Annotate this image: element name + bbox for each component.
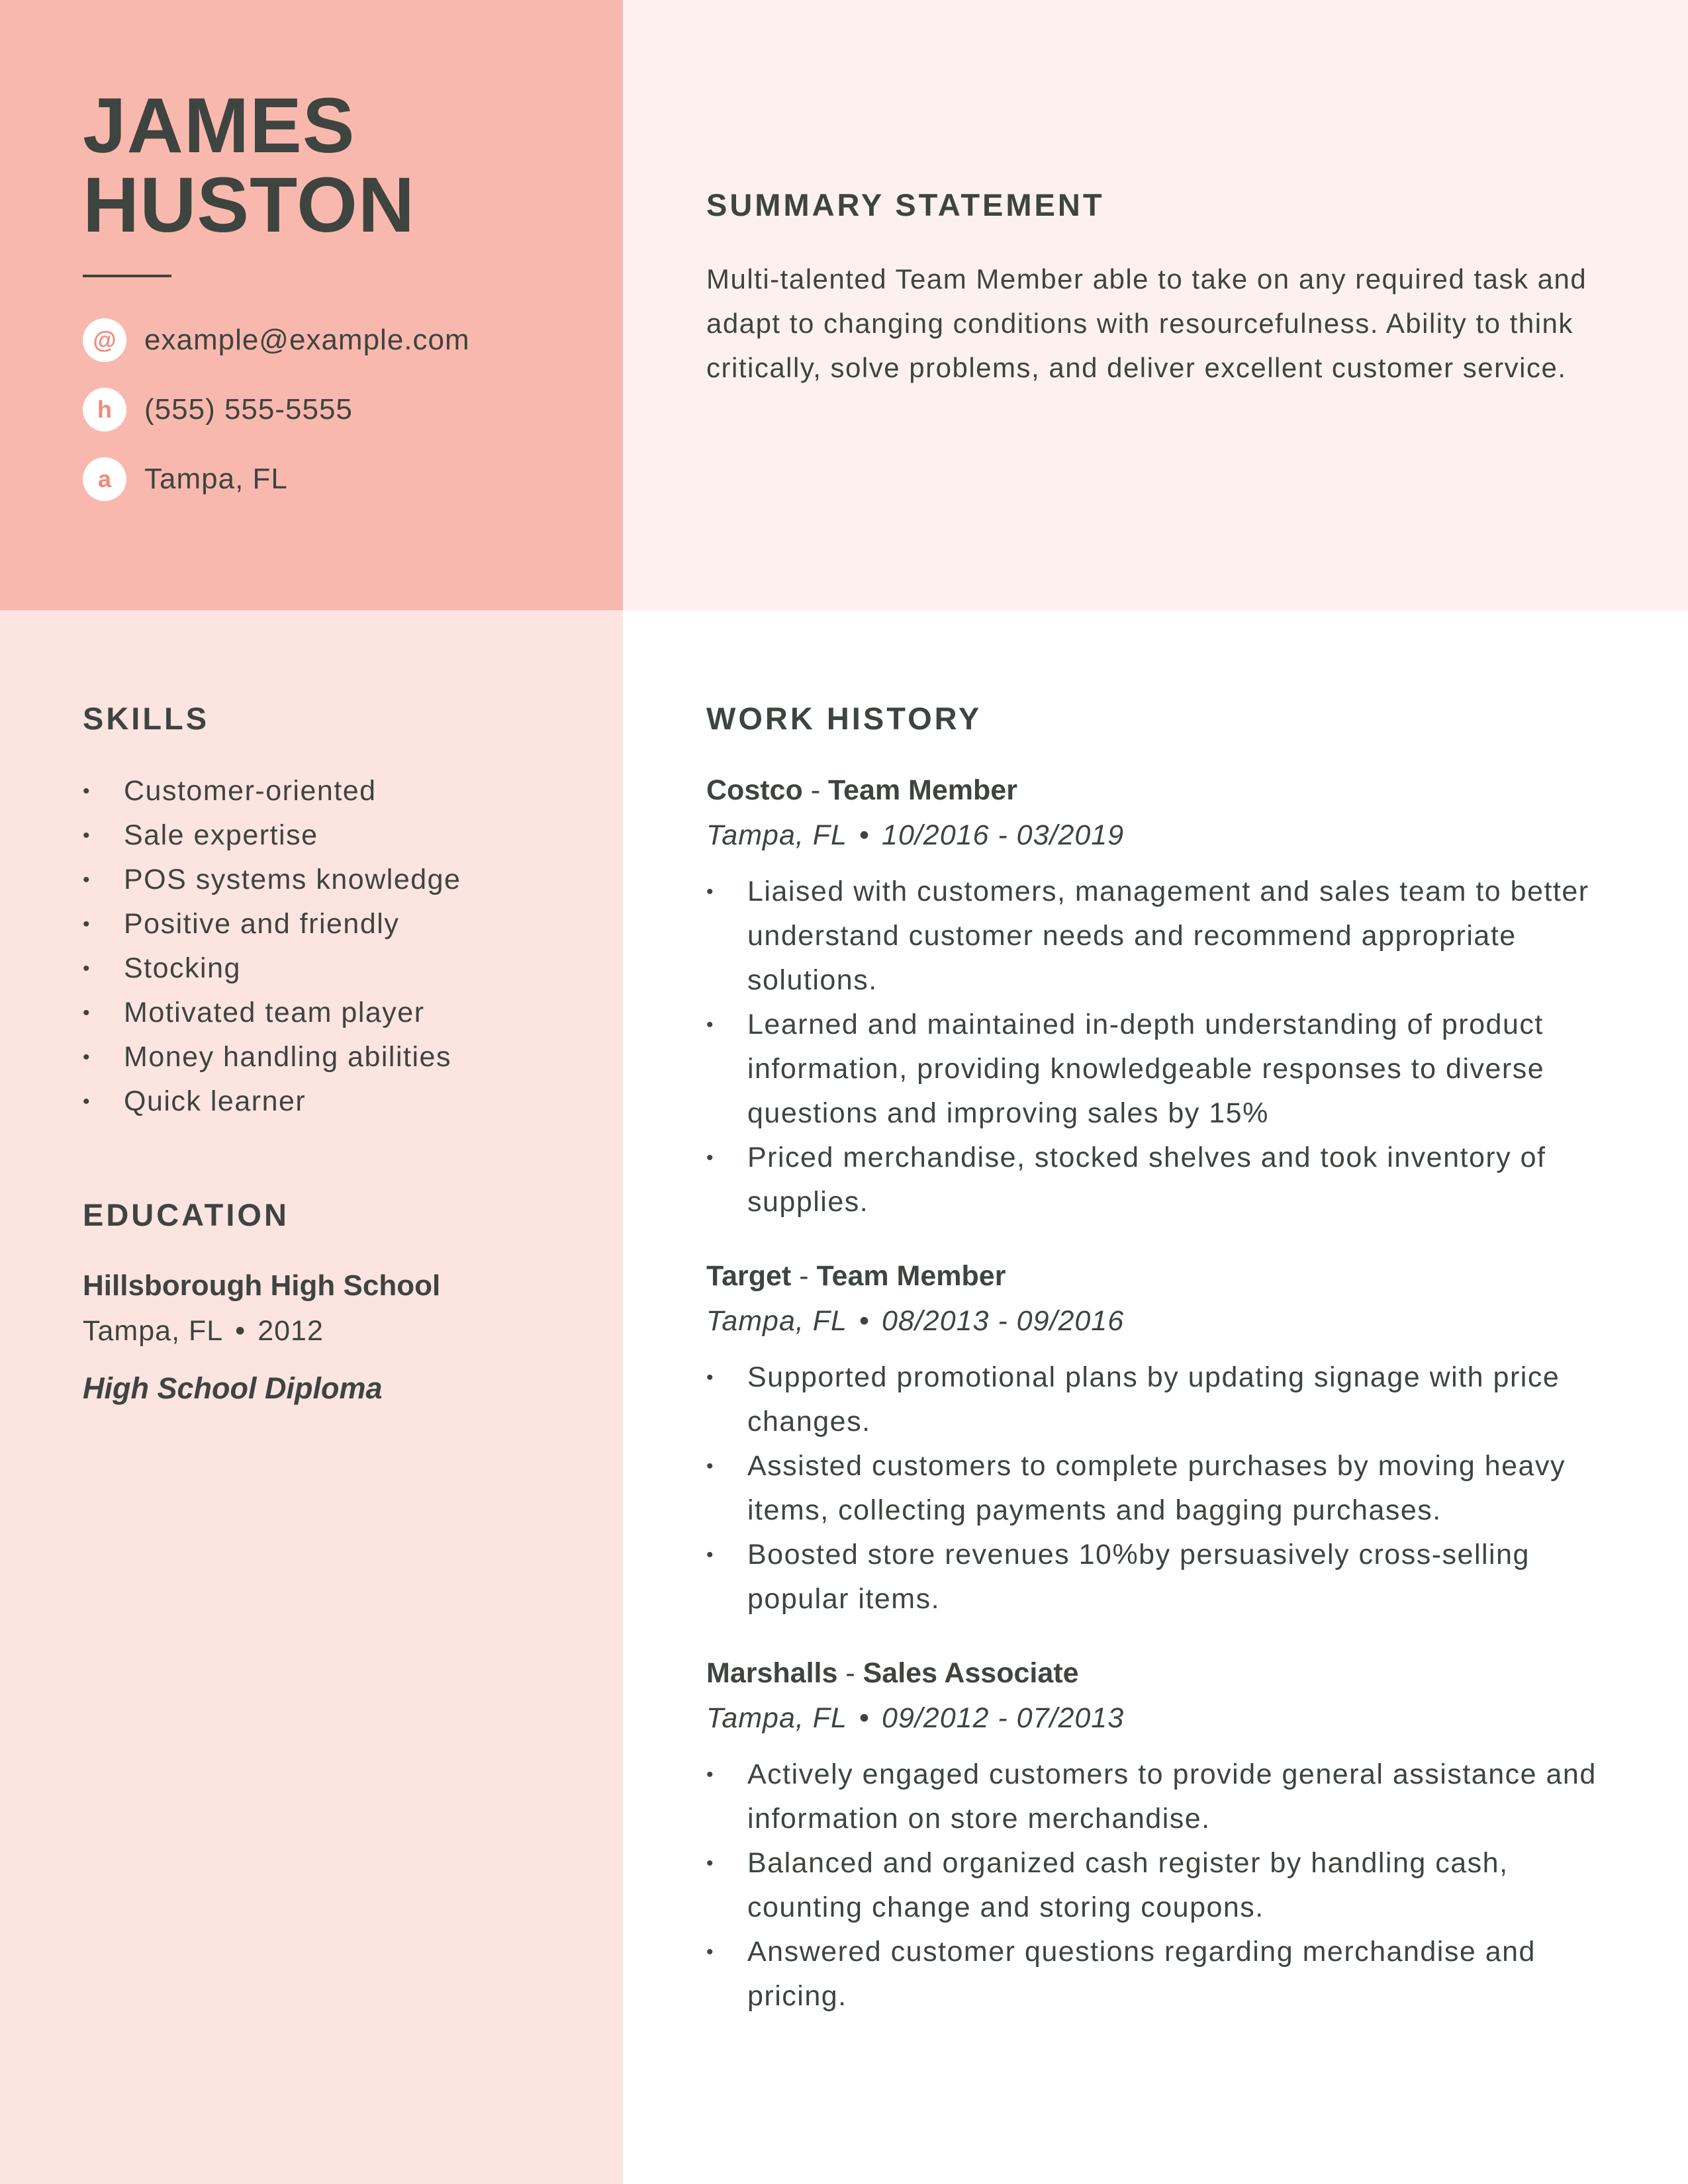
bullet: •: [706, 1941, 715, 1963]
name-divider: [83, 275, 171, 277]
job-company: Costco: [706, 774, 803, 806]
work-title: WORK HISTORY: [706, 701, 982, 736]
bullet: •: [83, 869, 91, 891]
bullet: •: [706, 1014, 715, 1036]
bullet: •: [83, 958, 91, 979]
bullet: •: [706, 1544, 715, 1566]
education-title: EDUCATION: [83, 1197, 289, 1232]
job-meta: [706, 1700, 1633, 1737]
skill-item: • Positive and friendly: [83, 902, 606, 946]
job-company: Marshalls: [706, 1657, 838, 1689]
job-bullets: [706, 870, 1620, 1224]
job-bullet: • Balanced and organized cash register by handling cash, counting change and storing coupons.: [706, 1841, 1620, 1930]
bullet: •: [706, 1367, 715, 1388]
candidate-name: [83, 82, 416, 249]
phone-text[interactable]: (555) 555-5555: [144, 393, 353, 426]
job-location: Tampa, FL: [706, 1702, 847, 1734]
job-header: [706, 1655, 1633, 1692]
separator-dot: •: [235, 1315, 246, 1347]
bullet: •: [706, 1147, 715, 1169]
phone-icon: h: [83, 388, 126, 432]
job-dash: -: [810, 774, 821, 806]
job-dates: 08/2013 - 09/2016: [882, 1305, 1125, 1337]
job-meta: [706, 817, 1633, 854]
bullet: •: [83, 913, 91, 935]
job-dates: 09/2012 - 07/2013: [882, 1702, 1125, 1734]
job-bullets: [706, 1355, 1620, 1621]
job-dash: -: [799, 1260, 809, 1292]
bullet: •: [706, 881, 715, 903]
job-dates: 10/2016 - 03/2019: [882, 819, 1125, 851]
job-location: Tampa, FL: [706, 1305, 847, 1337]
skill-item: • Money handling abilities: [83, 1035, 606, 1079]
bullet: •: [83, 1046, 91, 1068]
bullet: •: [83, 1091, 91, 1113]
separator-dot: •: [859, 1702, 870, 1734]
job-location: Tampa, FL: [706, 819, 847, 851]
skill-item: • Motivated team player: [83, 991, 606, 1035]
job-meta: [706, 1302, 1633, 1340]
email-icon: @: [83, 318, 126, 362]
job-bullet: • Assisted customers to complete purchases by moving heavy items, collecting payments and bagging purchases.: [706, 1444, 1620, 1533]
job-bullet: • Actively engaged customers to provide general assistance and information on store merchandise.: [706, 1752, 1620, 1841]
education-year: 2012: [258, 1315, 324, 1347]
education-meta: [83, 1312, 324, 1349]
skill-item: • Customer-oriented: [83, 769, 606, 813]
bullet: •: [706, 1764, 715, 1786]
job-bullet: • Liaised with customers, management and sales team to better understand customer needs and recommend appropriate solutions.: [706, 870, 1620, 1003]
first-name: JAMES: [83, 82, 355, 169]
job-entry: [706, 772, 1633, 1224]
skill-item: • Stocking: [83, 946, 606, 991]
education-school: Hillsborough High School: [83, 1269, 441, 1302]
job-bullet: • Priced merchandise, stocked shelves and took inventory of supplies.: [706, 1136, 1620, 1224]
skills-title: SKILLS: [83, 701, 210, 736]
job-role: Team Member: [827, 774, 1017, 806]
summary-title: SUMMARY STATEMENT: [706, 187, 1105, 222]
contact-location: [83, 457, 612, 501]
contact-email: [83, 318, 612, 362]
job-bullet: • Answered customer questions regarding merchandise and pricing.: [706, 1930, 1620, 2019]
last-name: HUSTON: [83, 161, 416, 249]
email-text[interactable]: example@example.com: [144, 324, 470, 356]
location-text: Tampa, FL: [144, 463, 288, 495]
bullet: •: [83, 825, 91, 846]
bullet: •: [706, 1852, 715, 1874]
job-entry: [706, 1257, 1633, 1621]
bullet: •: [83, 780, 91, 802]
job-bullet: • Learned and maintained in-depth understanding of product information, providing knowledgeable responses to diverse questions and improving sales by 15%: [706, 1003, 1620, 1136]
skill-item: • POS systems knowledge: [83, 858, 606, 902]
summary-text: Multi-talented Team Member able to take on any required task and adapt to changing conditions with resourcefulness. Ability to think critically, solve problems, and deliver excellent customer service.: [706, 263, 1587, 383]
education-location: Tampa, FL: [83, 1315, 224, 1347]
job-role: Team Member: [816, 1260, 1006, 1292]
skills-list: [83, 769, 606, 1124]
education-degree: High School Diploma: [83, 1371, 383, 1405]
bullet: •: [83, 1002, 91, 1024]
job-bullet: • Supported promotional plans by updating signage with price changes.: [706, 1355, 1620, 1444]
skill-item: • Quick learner: [83, 1079, 606, 1124]
location-icon: a: [83, 457, 126, 501]
job-dash: -: [845, 1657, 855, 1689]
job-bullet: • Boosted store revenues 10%by persuasively cross-selling popular items.: [706, 1533, 1620, 1621]
job-company: Target: [706, 1260, 792, 1292]
job-bullets: [706, 1752, 1620, 2019]
separator-dot: •: [859, 1305, 870, 1337]
job-role: Sales Associate: [863, 1657, 1079, 1689]
skill-item: • Sale expertise: [83, 813, 606, 858]
contact-phone: [83, 388, 612, 432]
bullet: •: [706, 1455, 715, 1477]
job-header: [706, 772, 1633, 809]
job-header: [706, 1257, 1633, 1295]
separator-dot: •: [859, 819, 870, 851]
job-entry: [706, 1655, 1633, 2019]
